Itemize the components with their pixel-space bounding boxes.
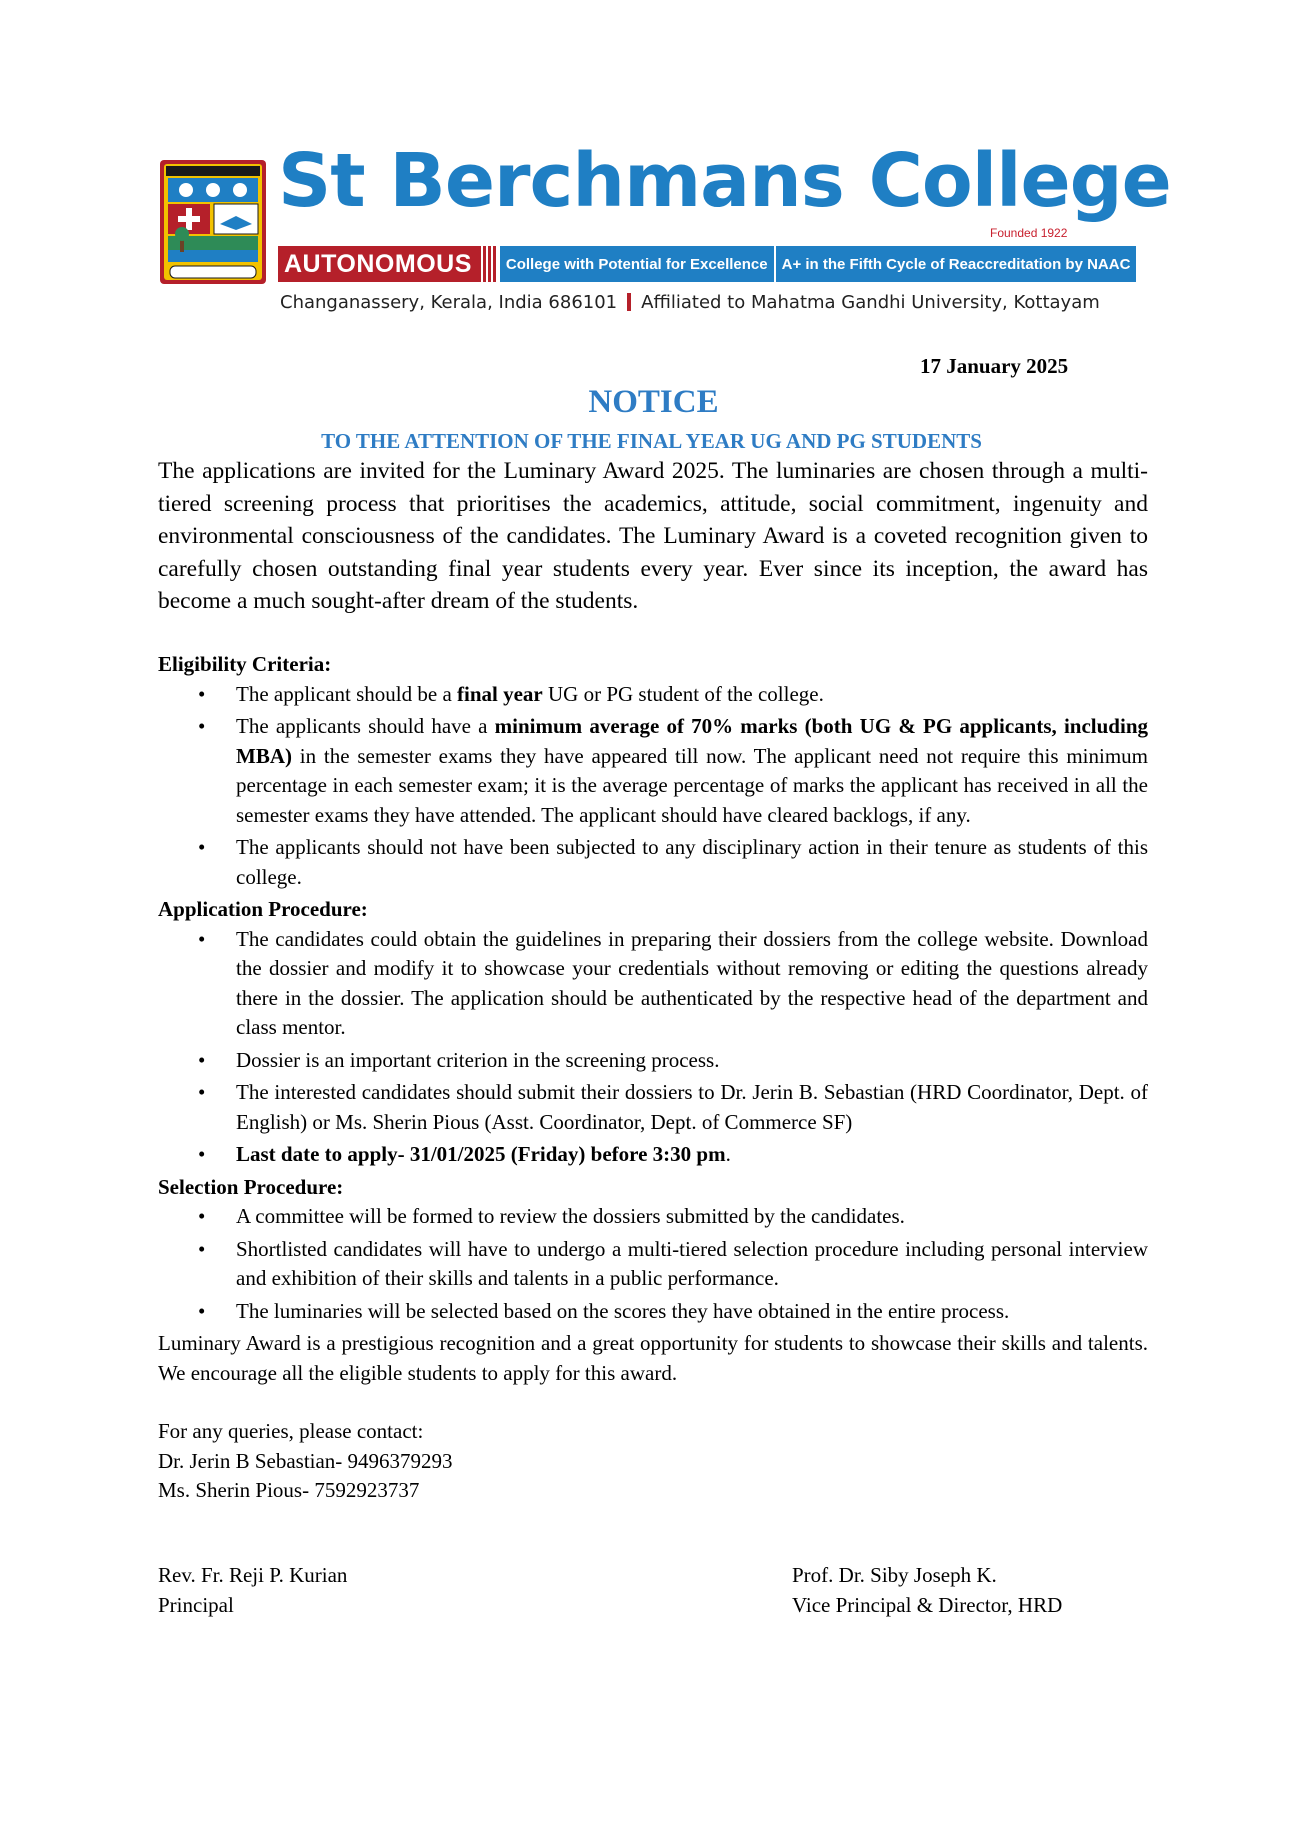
last-date: Last date to apply- 31/01/2025 (Friday) before 3:30 pm: [236, 1142, 726, 1166]
notice-title: NOTICE: [588, 384, 719, 420]
college-name: St Berchmans College: [278, 138, 1171, 224]
list-item: • The interested candidates should submit their dossiers to Dr. Jerin B. Sebastian (HRD Coordinator, Dept. of English) or Ms. Sherin Pious (Asst. Coordinator, Dept. of Commerce SF): [158, 1078, 1148, 1137]
banner-stripes: [478, 246, 496, 282]
contact-block: [158, 1417, 1148, 1506]
principal-name: Rev. Fr. Reji P. Kurian: [158, 1563, 348, 1587]
notice-sections: [158, 650, 1148, 1506]
principal-title: Principal: [158, 1593, 234, 1617]
list-item: • The applicant should be a final year UG or PG student of the college.: [158, 680, 1148, 710]
vice-principal-name: Prof. Dr. Siby Joseph K.: [792, 1563, 997, 1587]
accreditation-banner: [278, 246, 1136, 282]
eligibility-heading: Eligibility Criteria:: [158, 652, 332, 676]
founded-year: Founded 1922: [990, 226, 1068, 240]
contact-person-1: Dr. Jerin B Sebastian- 9496379293: [158, 1448, 453, 1473]
application-list: [158, 925, 1148, 1170]
signatory-principal: [158, 1560, 347, 1620]
address-divider: [627, 293, 631, 311]
signatory-vice-principal: [792, 1560, 1062, 1620]
college-crest-logo: [158, 158, 268, 286]
autonomous-label: AUTONOMOUS: [278, 246, 478, 282]
selection-heading: Selection Procedure:: [158, 1174, 344, 1199]
college-location: Changanassery, Kerala, India 686101: [280, 292, 618, 313]
application-heading: Application Procedure:: [158, 897, 368, 921]
address-line: [280, 292, 1100, 313]
list-item: • The luminaries will be selected based on the scores they have obtained in the entire process.: [158, 1297, 1148, 1327]
eligibility-list: [158, 680, 1148, 893]
selection-list: [158, 1202, 1148, 1326]
notice-date: 17 January 2025: [920, 354, 1069, 378]
contact-intro: For any queries, please contact:: [158, 1419, 424, 1443]
vice-principal-title: Vice Principal & Director, HRD: [792, 1593, 1063, 1617]
contact-person-2: Ms. Sherin Pious- 7592923737: [158, 1478, 420, 1502]
list-item: • The applicants should have a minimum average of 70% marks (both UG & PG applicants, including MBA) in the semester exams they have appeared till now. The applicant need not require this minimum percentage in each semester exam; it is the average percentage of marks the applicant has received in all the semester exams they have attended. The applicant should have cleared backlogs, if any.: [158, 712, 1148, 830]
college-affiliation: Affiliated to Mahatma Gandhi University, Kottayam: [641, 292, 1100, 313]
list-item: • Dossier is an important criterion in the screening process.: [158, 1046, 1148, 1076]
notice-intro: The applications are invited for the Luminary Award 2025. The luminaries are chosen through a multi-tiered screening process that prioritises the academics, attitude, social commitment, ingenuity and environmental consciousness of the candidates. The Luminary Award is a coveted recognition given to carefully chosen outstanding final year students every year. Ever since its inception, the award has become a much sought-after dream of the students.: [158, 458, 1148, 614]
list-item: • Shortlisted candidates will have to undergo a multi-tiered selection procedure including personal interview and exhibition of their skills and talents in a public performance.: [158, 1235, 1148, 1294]
list-item: • A committee will be formed to review the dossiers submitted by the candidates.: [158, 1202, 1148, 1232]
list-item: • The applicants should not have been subjected to any disciplinary action in their tenure as students of this college.: [158, 833, 1148, 892]
closing-paragraph: Luminary Award is a prestigious recognition and a great opportunity for students to showcase their skills and talents. We encourage all the eligible students to apply for this award.: [158, 1331, 1148, 1385]
list-item: • The candidates could obtain the guidelines in preparing their dossiers from the college website. Download the dossier and modify it to showcase your credentials without removing or editing the questions already there in the dossier. The application should be authenticated by the respective head of the department and class mentor.: [158, 925, 1148, 1043]
excellence-tag: College with Potential for Excellence: [500, 246, 774, 282]
letterhead: [158, 138, 1171, 318]
naac-tag: A+ in the Fifth Cycle of Reaccreditation by NAAC: [776, 246, 1137, 282]
notice-subtitle: TO THE ATTENTION OF THE FINAL YEAR UG AND PG STUDENTS: [321, 429, 982, 453]
list-item: • Last date to apply- 31/01/2025 (Friday) before 3:30 pm.: [158, 1140, 1148, 1170]
